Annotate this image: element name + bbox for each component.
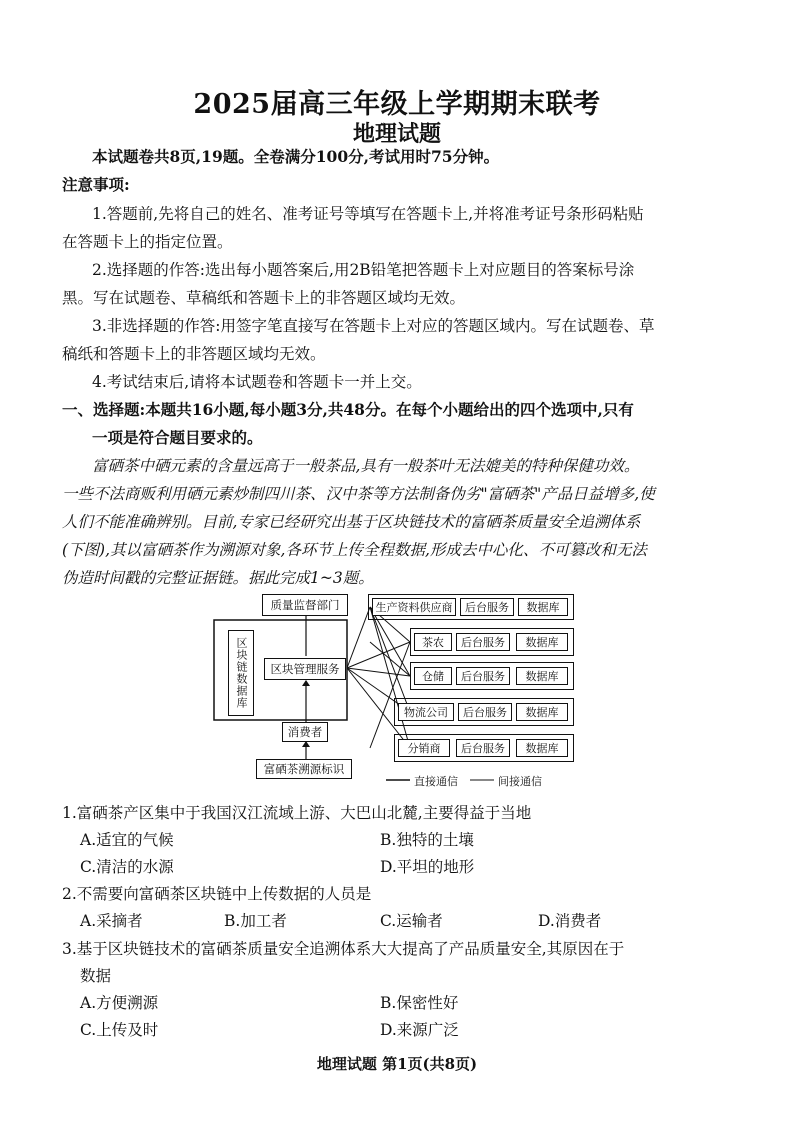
row-db-distributor: 数据库 — [516, 739, 568, 757]
row-db-supplier: 数据库 — [518, 598, 568, 616]
row-db-warehouse: 数据库 — [516, 667, 568, 685]
passage-line-5: 伪造时间戳的完整证据链。据此完成1~3题。 — [62, 569, 374, 587]
blockchain-database-box: 区块链数据库 — [228, 630, 254, 716]
question-3-option-b: B.保密性好 — [380, 994, 459, 1012]
notice-item-1-line-1: 1.答题前,先将自己的姓名、准考证号等填写在答题卡上,并将准考证号条形码粘贴 — [92, 205, 644, 223]
legend-indirect: 间接通信 — [498, 775, 542, 788]
row-db-logistics: 数据库 — [516, 703, 568, 721]
question-2-stem: 2.不需要向富硒茶区块链中上传数据的人员是 — [62, 885, 372, 903]
exam-title: 2025届高三年级上学期期末联考 — [193, 89, 601, 120]
row-service-distributor: 后台服务 — [456, 739, 510, 757]
legend-direct: 直接通信 — [414, 775, 458, 788]
trace-identifier-box: 富硒茶溯源标识 — [256, 759, 352, 779]
question-3-option-c: C.上传及时 — [80, 1021, 159, 1039]
page-footer: 地理试题 第1页(共8页) — [316, 1055, 478, 1073]
question-3-option-a: A.方便溯源 — [80, 994, 159, 1012]
question-1-stem: 1.富硒茶产区集中于我国汉江流域上游、大巴山北麓,主要得益于当地 — [62, 804, 532, 822]
row-service-logistics: 后台服务 — [458, 703, 512, 721]
notice-item-3-line-1: 3.非选择题的作答:用签字笔直接写在答题卡上对应的答题区域内。写在试题卷、草 — [92, 317, 655, 335]
row-actor-logistics: 物流公司 — [398, 703, 454, 721]
notice-item-4: 4.考试结束后,请将本试题卷和答题卡一并上交。 — [92, 373, 422, 391]
question-3-stem-line-1: 3.基于区块链技术的富硒茶质量安全追溯体系大大提高了产品质量安全,其原因在于 — [62, 940, 625, 958]
row-actor-farmer: 茶农 — [414, 633, 452, 651]
row-actor-supplier: 生产资料供应商 — [372, 598, 456, 616]
row-actor-warehouse: 仓储 — [414, 667, 452, 685]
traceability-diagram — [210, 590, 580, 790]
question-3-stem-line-2: 数据 — [80, 967, 112, 985]
notice-item-3-line-2: 稿纸和答题卡上的非答题区域均无效。 — [62, 345, 326, 363]
section-1-heading-line-2: 一项是符合题目要求的。 — [92, 428, 263, 447]
row-db-farmer: 数据库 — [516, 633, 568, 651]
exam-subject: 地理试题 — [352, 121, 441, 147]
row-service-warehouse: 后台服务 — [456, 667, 510, 685]
question-1-option-a: A.适宜的气候 — [80, 831, 174, 849]
consumer-box: 消费者 — [282, 722, 328, 742]
passage-line-1: 富硒茶中硒元素的含量远高于一般茶品,具有一般茶叶无法媲美的特种保健功效。 — [92, 457, 640, 475]
question-2-option-b: B.加工者 — [224, 912, 287, 930]
question-3-option-d: D.来源广泛 — [380, 1021, 459, 1039]
exam-intro: 本试题卷共8页,19题。全卷满分100分,考试用时75分钟。 — [92, 147, 500, 166]
row-actor-distributor: 分销商 — [398, 739, 450, 757]
notice-item-2-line-2: 黑。写在试题卷、草稿纸和答题卡上的非答题区域均无效。 — [62, 289, 466, 307]
notice-item-1-line-2: 在答题卡上的指定位置。 — [62, 233, 233, 251]
regulator-box: 质量监督部门 — [262, 594, 348, 616]
notice-item-2-line-1: 2.选择题的作答:选出每小题答案后,用2B铅笔把答题卡上对应题目的答案标号涂 — [92, 261, 635, 279]
row-service-supplier: 后台服务 — [460, 598, 514, 616]
section-1-heading-line-1: 一、选择题:本题共16小题,每小题3分,共48分。在每个小题给出的四个选项中,只有 — [62, 400, 634, 419]
passage-line-3: 人们不能准确辨别。目前,专家已经研究出基于区块链技术的富硒茶质量安全追溯体系 — [62, 513, 641, 531]
question-1-option-d: D.平坦的地形 — [380, 858, 475, 876]
question-2-option-a: A.采摘者 — [80, 912, 143, 930]
notice-heading: 注意事项: — [62, 175, 130, 194]
question-2-option-d: D.消费者 — [538, 912, 602, 930]
passage-line-4: (下图),其以富硒茶作为溯源对象,各环节上传全程数据,形成去中心化、不可篡改和无法 — [62, 541, 647, 559]
passage-line-2: 一些不法商贩利用硒元素炒制四川茶、汉中茶等方法制备伪劣"富硒茶"产品日益增多,使 — [62, 485, 655, 503]
question-2-option-c: C.运输者 — [380, 912, 443, 930]
block-management-box: 区块管理服务 — [264, 658, 346, 680]
question-1-option-b: B.独特的土壤 — [380, 831, 474, 849]
question-1-option-c: C.清洁的水源 — [80, 858, 174, 876]
row-service-farmer: 后台服务 — [456, 633, 510, 651]
